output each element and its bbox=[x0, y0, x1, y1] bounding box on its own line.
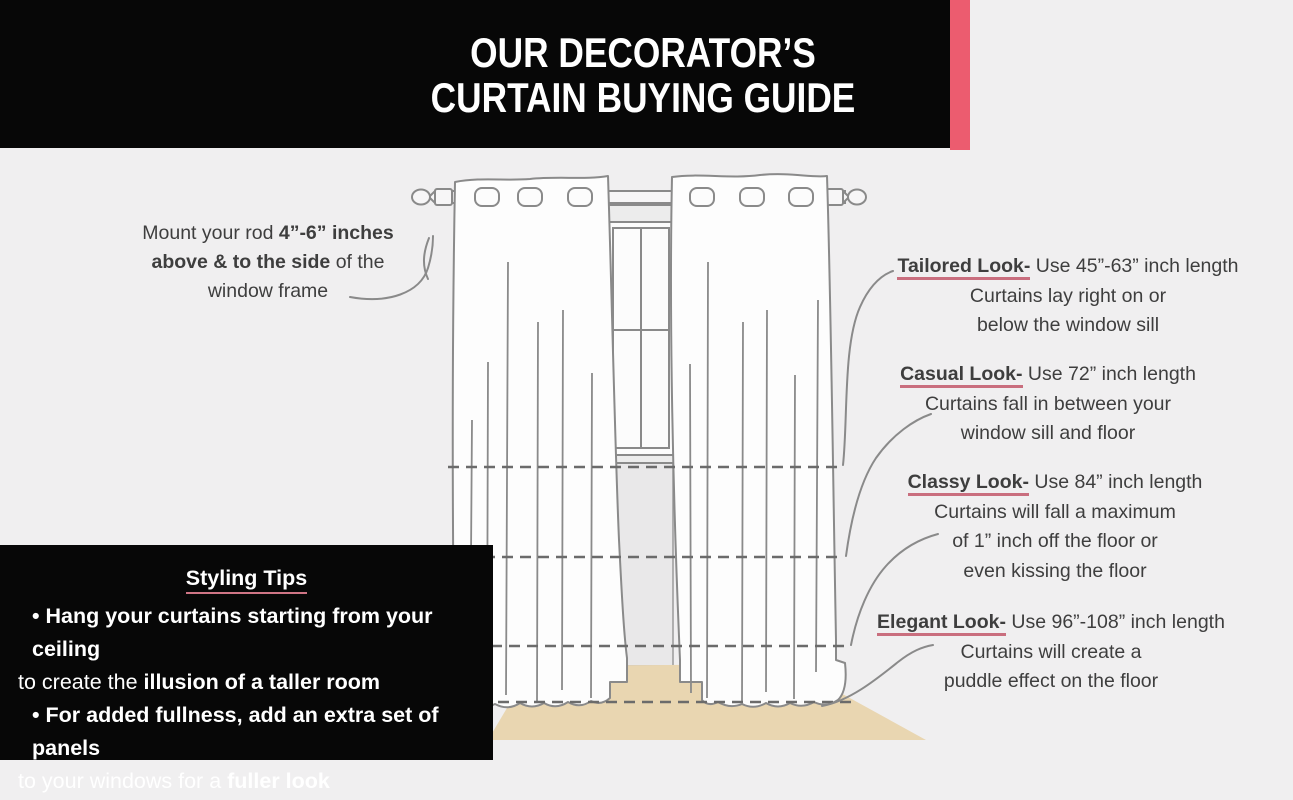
rod-left-finial bbox=[412, 190, 430, 205]
look-desc-line: puddle effect on the floor bbox=[943, 670, 1159, 692]
look-name: Casual Look- bbox=[900, 363, 1022, 388]
look-heading: Classy Look- Use 84” inch length bbox=[845, 468, 1265, 498]
styling-tips-box bbox=[0, 545, 493, 793]
styling-tips-line: to create the illusion of a taller room bbox=[18, 670, 381, 694]
look-desc-line: Curtains will create a bbox=[960, 640, 1142, 663]
look-desc-line: Curtains fall in between your bbox=[924, 392, 1172, 415]
look-heading: Casual Look- Use 72” inch length bbox=[838, 360, 1258, 390]
look-block-classy bbox=[845, 468, 1265, 586]
right-curtain-panel bbox=[671, 174, 846, 707]
page-title-line2: CURTAIN BUYING GUIDE bbox=[430, 74, 856, 121]
mount-rod-line1: Mount your rod 4”-6” inches bbox=[142, 222, 394, 244]
mount-rod-line2: above & to the side of the bbox=[151, 251, 385, 273]
styling-tips-line: • Hang your curtains starting from your ceiling bbox=[32, 604, 433, 661]
styling-tips-title: Styling Tips bbox=[0, 566, 493, 591]
look-name: Classy Look- bbox=[908, 471, 1029, 496]
curtain-edge-swoosh bbox=[424, 238, 429, 279]
styling-tips-line: to your windows for a fuller look bbox=[18, 769, 330, 793]
look-heading: Elegant Look- Use 96”-108” inch length bbox=[841, 608, 1261, 638]
styling-tips-line: • For added fullness, add an extra set of panels bbox=[32, 703, 439, 760]
rod-right-finial bbox=[848, 190, 866, 205]
page-title-line1: OUR DECORATOR’S bbox=[470, 29, 816, 76]
look-block-elegant bbox=[841, 608, 1261, 697]
look-desc-line: Curtains lay right on or bbox=[969, 284, 1167, 307]
look-desc-line: of 1” inch off the floor or bbox=[952, 530, 1158, 552]
look-desc-line: Curtains will fall a maximum bbox=[934, 500, 1176, 523]
look-block-casual bbox=[838, 360, 1258, 449]
look-desc-line: window sill and floor bbox=[960, 422, 1136, 444]
look-desc-line: even kissing the floor bbox=[963, 559, 1147, 582]
mount-rod-annotation bbox=[120, 219, 416, 306]
look-heading: Tailored Look- Use 45”-63” inch length bbox=[858, 252, 1278, 282]
look-name: Tailored Look- bbox=[897, 255, 1030, 280]
mount-rod-line3: window frame bbox=[207, 280, 329, 302]
look-block-tailored bbox=[858, 252, 1278, 341]
styling-tips-lines bbox=[0, 600, 493, 798]
look-desc-line: below the window sill bbox=[976, 314, 1160, 336]
look-name: Elegant Look- bbox=[877, 611, 1006, 636]
